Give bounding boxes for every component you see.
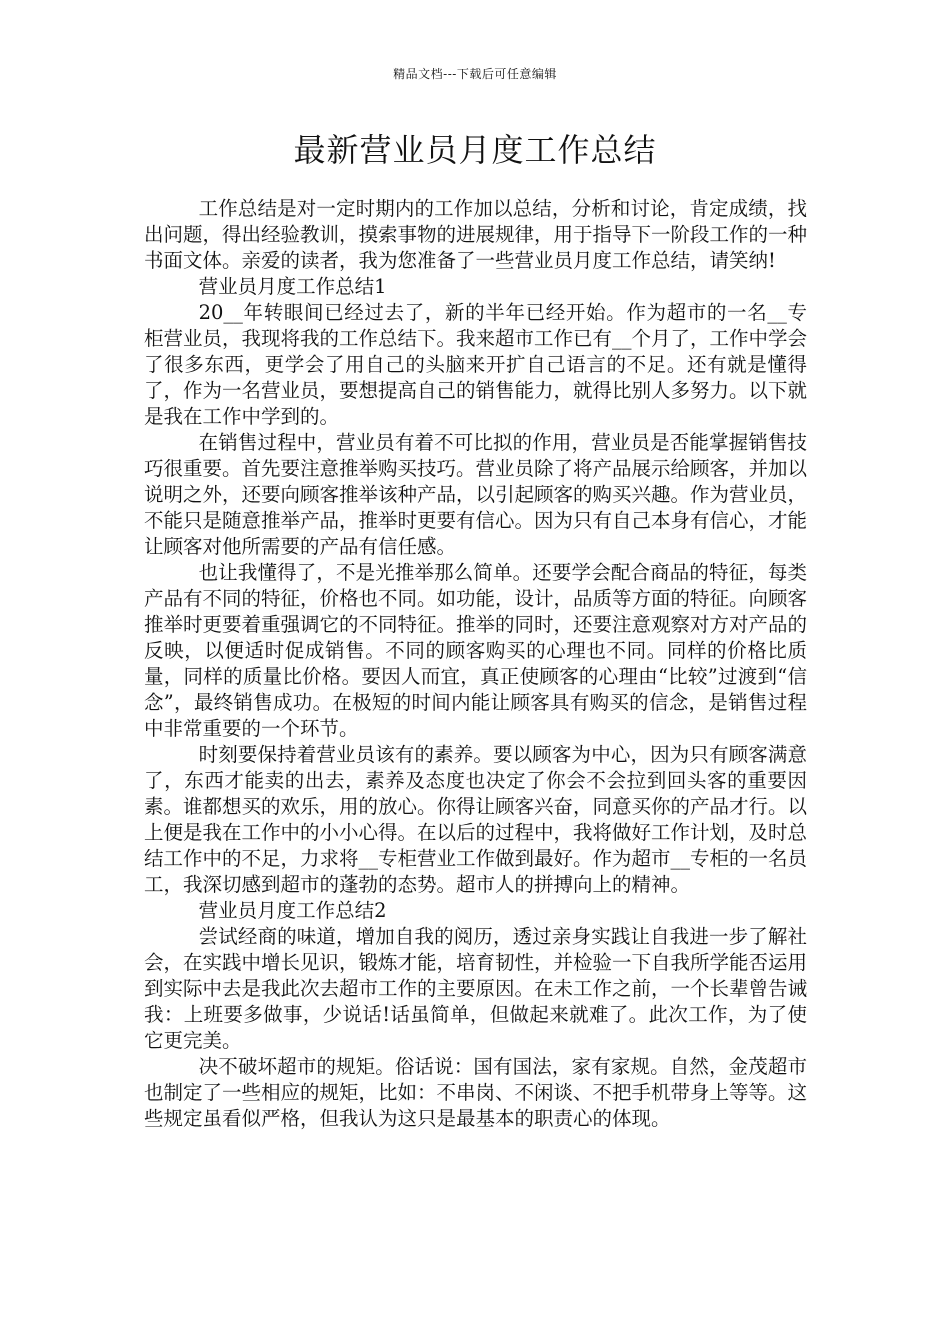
intro-paragraph: 工作总结是对一定时期内的工作加以总结，分析和讨论，肯定成绩，找出问题，得出经验教训，摸索事物的进展规律，用于指导下一阶段工作的一种书面文体。亲爱的读者，我为您准备了一些营业员月度工作总结，请笑纳! xyxy=(144,197,808,272)
paragraph: 也让我懂得了，不是光推举那么简单。还要学会配合商品的特征，每类产品有不同的特征，价格也不同。如功能，设计，品质等方面的特征。向顾客推举时更要着重强调它的不同特征。推举的同时，还要注意观察对方对产品的反映，以便适时促成销售。不同的顾客购买的心理也不同。同样的价格比质量，同样的质量比价格。要因人而宜，真正使顾客的心理由“比较”过渡到“信念”，最终销售成功。在极短的时间内能让顾客具有购买的信念，是销售过程中非常重要的一个环节。 xyxy=(144,561,808,740)
paragraph: 决不破坏超市的规矩。俗话说：国有国法，家有家规。自然，金茂超市也制定了一些相应的规矩，比如：不串岗、不闲谈、不把手机带身上等等。这些规定虽看似严格，但我认为这只是最基本的职责心的体现。 xyxy=(144,1055,808,1130)
section-heading-1: 营业员月度工作总结1 xyxy=(198,275,387,298)
section-heading-2: 营业员月度工作总结2 xyxy=(198,899,387,922)
header-note: 精品文档---下载后可任意编辑 xyxy=(393,67,557,81)
paragraph: 在销售过程中，营业员有着不可比拟的作用，营业员是否能掌握销售技巧很重要。首先要注意推举购买技巧。营业员除了将产品展示给顾客，并加以说明之外，还要向顾客推举该种产品，以引起顾客的购买兴趣。作为营业员，不能只是随意推举产品，推举时更要有信心。因为只有自己本身有信心，才能让顾客对他所需要的产品有信任感。 xyxy=(144,431,808,558)
paragraph: 尝试经商的味道，增加自我的阅历，透过亲身实践让自我进一步了解社会，在实践中增长见识，锻炼才能，培育韧性，并检验一下自我所学能否运用到实际中去是我此次去超市工作的主要原因。在未工作之前，一个长辈曾告诫我：上班要多做事，少说话!话虽简单，但做起来就难了。此次工作，为了使它更完美。 xyxy=(144,925,808,1052)
document-body xyxy=(144,196,807,1132)
paragraph: 时刻要保持着营业员该有的素养。要以顾客为中心，因为只有顾客满意了，东西才能卖的出去，素养及态度也决定了你会不会拉到回头客的重要因素。谁都想买的欢乐，用的放心。你得让顾客兴奋，同意买你的产品才行。以上便是我在工作中的小小心得。在以后的过程中，我将做好工作计划，及时总结工作中的不足，力求将__专柜营业工作做到最好。作为超市__专柜的一名员工，我深切感到超市的蓬勃的态势。超市人的拼搏向上的精神。 xyxy=(144,743,808,896)
paragraph: 20__年转眼间已经过去了，新的半年已经开始。作为超市的一名__专柜营业员，我现将我的工作总结下。我来超市工作已有__个月了，工作中学会了很多东西，更学会了用自己的头脑来开扩自己语言的不足。还有就是懂得了，作为一名营业员，要想提高自己的销售能力，就得比别人多努力。以下就是我在工作中学到的。 xyxy=(144,301,808,428)
document-title: 最新营业员月度工作总结 xyxy=(293,131,657,169)
